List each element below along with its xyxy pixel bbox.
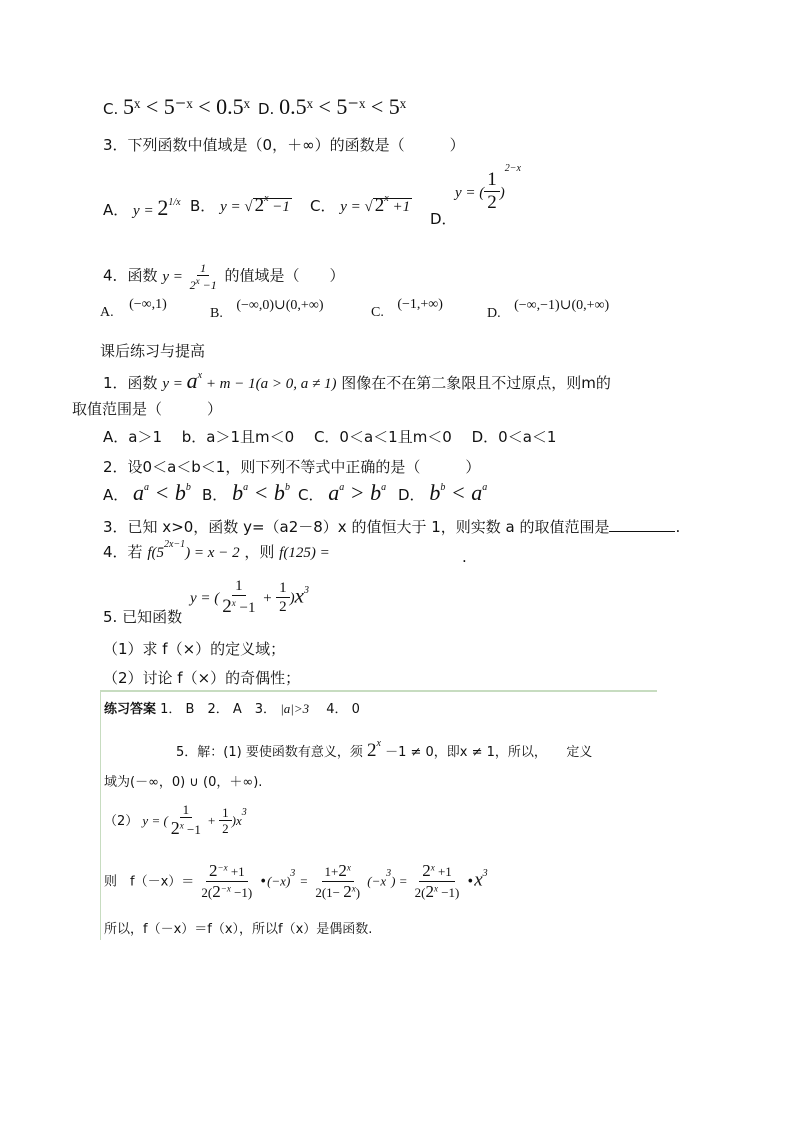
practice-1 xyxy=(103,368,611,394)
option-label: A． xyxy=(103,201,129,219)
option-label: C． xyxy=(298,486,324,504)
practice-1-options: A．a＞1 b．a＞1且m＜0 C．0＜a＜1且m＜0 D．0＜a＜1 xyxy=(103,428,557,446)
q3-option-c xyxy=(310,195,412,217)
solution-label: （2） xyxy=(104,813,139,829)
math-expression: 2$^x$ xyxy=(366,738,381,761)
q2-option-c xyxy=(103,94,250,120)
practice-4 xyxy=(103,541,330,562)
answers-line-1 xyxy=(104,698,360,717)
solution-final: 所以，f（－x）＝f（x），所以f（x）是偶函数. xyxy=(104,922,373,937)
practice-5-q1: （1）求 f（×）的定义域； xyxy=(103,640,286,658)
math-expression: y = $\frac{1}{2^x -1}$ xyxy=(162,261,217,293)
practice-2-stem: 2．设0＜a＜b＜1，则下列不等式中正确的是（ ） xyxy=(103,458,481,476)
question-4-prefix: 4．函数 xyxy=(103,266,158,285)
solution-label: 则 f（－x）＝ xyxy=(104,874,195,890)
solution-text: －1 ≠ 0，即x ≠ 1，所以， 定义 xyxy=(385,745,593,760)
practice-5-label: 5. 已知函数 xyxy=(103,608,183,626)
q3-option-d-expr: y = ( $\frac{1}{2}$ )$^{2-x}$ xyxy=(455,162,521,213)
q4-option-b xyxy=(210,298,324,322)
q2-option-d xyxy=(258,94,406,120)
solution-line-2: 域为(－∞，0) ∪ (0，＋∞). xyxy=(104,775,263,790)
math-expression: $b^a < b^b$ xyxy=(232,480,290,505)
practice-1-suffix: 图像在不在第二象限且不过原点，则m的 xyxy=(341,374,611,392)
option-label: D. xyxy=(487,306,501,321)
question-4-suffix: 的值域是（ ） xyxy=(224,266,345,285)
practice-4-prefix: 4．若 xyxy=(103,543,143,561)
math-expression: $f(5^{2x-1}) = x - 2$ xyxy=(147,539,240,561)
option-label: C. xyxy=(371,305,384,320)
question-3-stem: 3．下列函数中值域是（0，＋∞）的函数是（ ） xyxy=(103,136,465,154)
math-expression: (−∞,0)∪(0,+∞) xyxy=(236,298,324,313)
solution-line-1 xyxy=(176,740,592,762)
practice-1-line2: 取值范围是（ ） xyxy=(72,400,223,418)
option-label: D． xyxy=(398,486,425,504)
practice-4-middle: ，则 xyxy=(244,543,275,561)
answers-text: 1． B 2． A 3． xyxy=(160,702,277,717)
math-expression: 5ˣ < 5⁻ˣ < 0.5ˣ xyxy=(123,94,251,119)
practice-2-option-c xyxy=(298,480,386,506)
q3-option-b xyxy=(190,195,292,217)
solution-text: 5．解：(1) 要使函数有意义，须 xyxy=(176,745,363,760)
option-label: B． xyxy=(202,486,228,504)
q4-option-d xyxy=(487,298,610,322)
math-expression: 0.5ˣ < 5⁻ˣ < 5ˣ xyxy=(279,94,407,119)
answers-text: 4． 0 xyxy=(313,702,360,717)
math-expression: |a|>3 xyxy=(280,701,310,716)
math-expression: $a^a < b^b$ xyxy=(133,480,191,505)
math-expression: y = √ $2^x -1$ xyxy=(220,193,290,216)
math-expression: $y = 2^{1/x}$ xyxy=(133,195,181,220)
option-label: A． xyxy=(103,486,129,504)
option-label: C. xyxy=(103,100,119,118)
q3-option-d-label: D． xyxy=(430,210,457,228)
section-title: 课后练习与提高 xyxy=(100,342,206,360)
practice-5-function: y = ( $\frac{1}{2^x -1}$ + $\frac{1}{2}$ )$x^3$ xyxy=(190,578,309,617)
math-expression: f(125) = xyxy=(279,545,330,561)
option-label: A. xyxy=(100,305,114,320)
math-expression: $a^a > b^a$ xyxy=(328,480,387,505)
option-label: C． xyxy=(310,197,336,215)
practice-3-end: . xyxy=(675,518,681,536)
answers-label: 练习答案 xyxy=(104,702,157,717)
practice-5-q2: （2）讨论 f（×）的奇偶性； xyxy=(103,669,301,687)
solution-part-2: （2） y = ( $\frac{1}{2^x -1}$ + $\frac{1}{2}$ )$x^3$ xyxy=(104,802,247,839)
math-expression: y = √ $2^x +1$ xyxy=(340,193,411,216)
math-expression: (−1,+∞) xyxy=(397,297,443,312)
practice-2-option-d xyxy=(398,480,487,506)
math-expression: $b^b < a^a$ xyxy=(429,480,488,505)
math-expression: (−∞,1) xyxy=(129,297,167,312)
option-label: B． xyxy=(190,197,216,215)
practice-1-prefix: 1．函数 xyxy=(103,374,158,392)
option-label: B. xyxy=(210,306,223,321)
answer-blank[interactable] xyxy=(609,531,675,532)
practice-3 xyxy=(103,516,680,537)
q4-option-c xyxy=(371,297,443,321)
practice-2-option-b xyxy=(202,480,290,506)
math-expression: $y = a^x + m - 1(a > 0$, a ≠ 1) xyxy=(162,368,337,393)
practice-3-text: 3．已知 x>0，函数 y=（a2－8）x 的值恒大于 1，则实数 a 的取值范围是 xyxy=(103,518,610,536)
solution-part-2-then: 则 f（－x）＝ $\frac{2^{-x} +1}{2(2^{-x} -1)}$ $•(-x)^3$ = $\frac{1+2^x}{2(1- 2^x)}$ $(-x^3)$ = $\frac{2^x +1}{2(2^x -1)}$ $•x^3$ xyxy=(104,861,488,901)
q4-option-a xyxy=(100,297,167,321)
practice-4-end: . xyxy=(462,548,467,566)
option-label: D. xyxy=(258,100,275,118)
practice-2-option-a xyxy=(103,480,191,506)
q3-option-a xyxy=(103,195,181,221)
question-4 xyxy=(103,262,345,293)
math-expression: (−∞,−1)∪(0,+∞) xyxy=(514,298,610,313)
math-expression: y = ( xyxy=(142,812,168,828)
